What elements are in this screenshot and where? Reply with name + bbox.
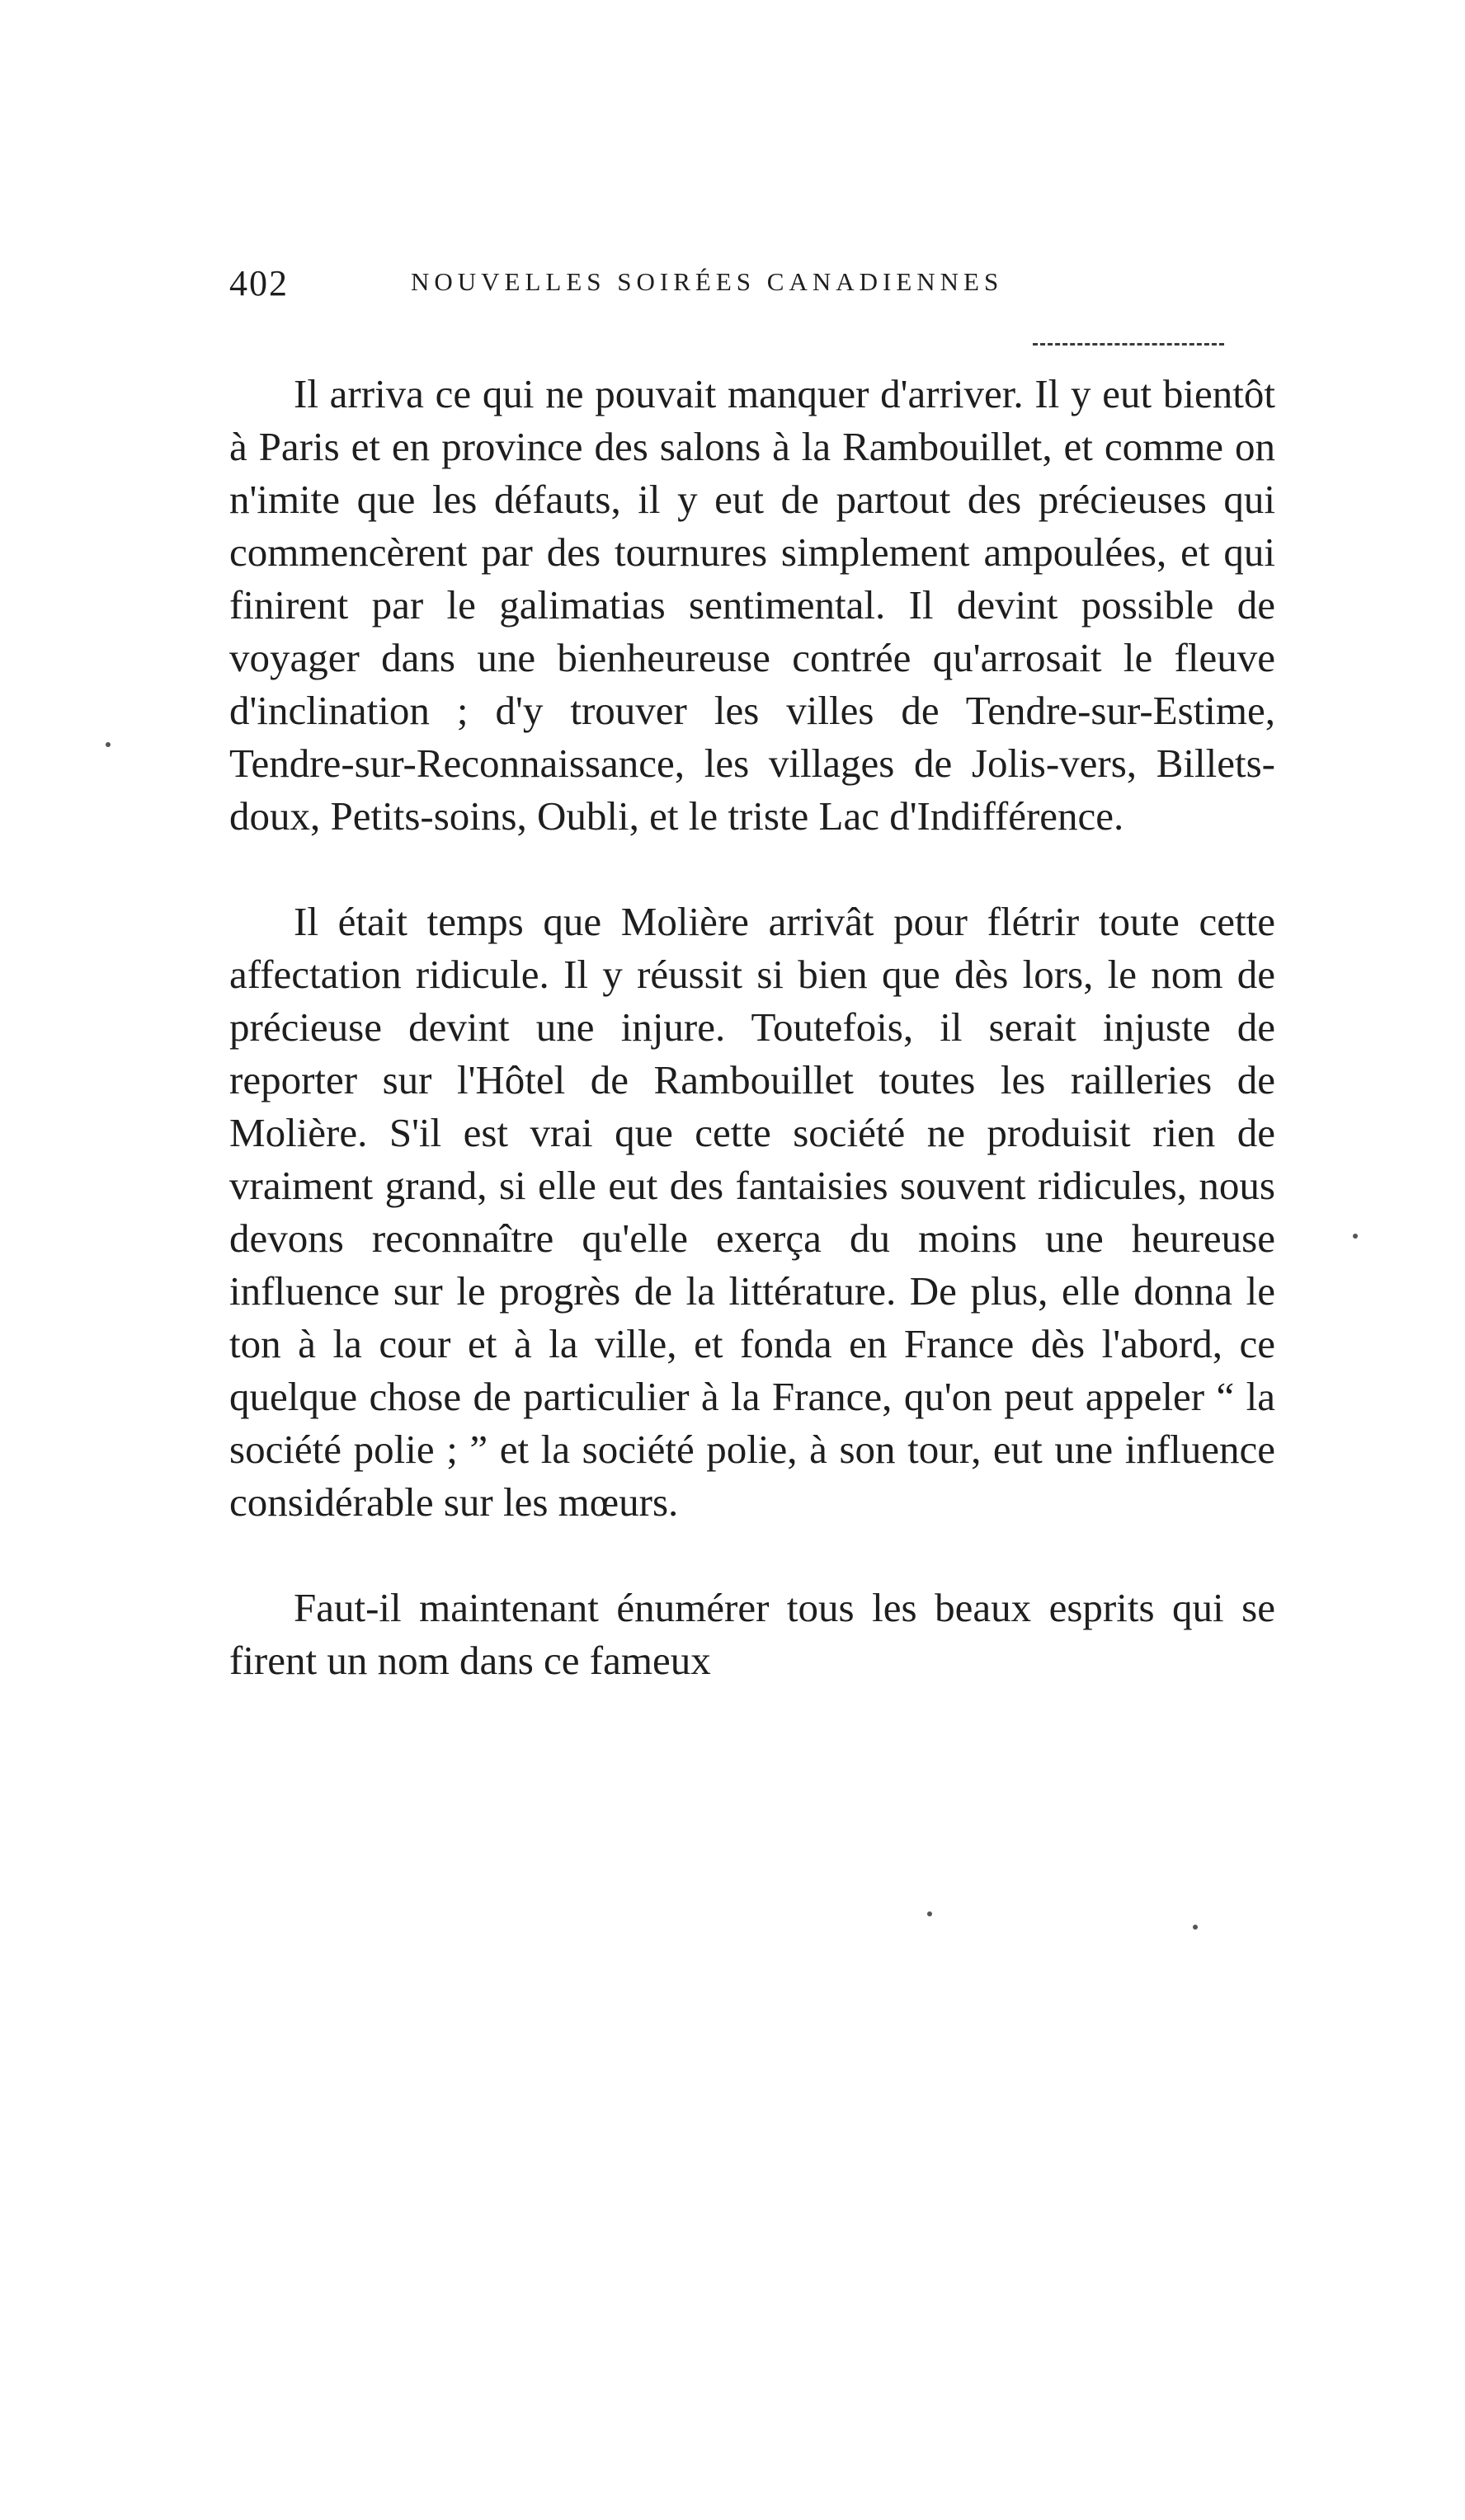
stray-mark bbox=[106, 742, 111, 747]
paragraph-3: Faut-il maintenant énumérer tous les beaux esprits qui se firent un nom dans ce fameux bbox=[229, 1585, 1275, 1683]
paragraph-2: Il était temps que Molière arrivât pour flétrir toute cette affectation ridicule. Il y réussit si bien que dès lors, le nom de précieuse devint une injure. Toutefois, il serait injuste de reporter sur l'Hôtel de Rambouillet toutes les railleries de Molière. S'il est vrai que cette société ne produisit rien de vraiment grand, si elle eut des fantaisies souvent ridicules, nous devons reconnaître qu'elle exerça du moins une heureuse influence sur le progrès de la littérature. De plus, elle donna le ton à la cour et à la ville, et fonda en France dès l'abord, ce quelque chose de particulier à la France, qu'on peut appeler “ la société polie ; ” et la société polie, à son tour, eut une influence considérable sur les mœurs. bbox=[229, 899, 1275, 1525]
stray-mark bbox=[1353, 1234, 1358, 1239]
paragraph-1: Il arriva ce qui ne pouvait manquer d'arriver. Il y eut bientôt à Paris et en province des salons à la Rambouillet, et comme on n'imite que les défauts, il y eut de partout des précieuses qui commencèrent par des tournures simplement ampoulées, et qui finirent par le galimatias sentimental. Il devint possible de voyager dans une bienheureuse contrée qu'arrosait le fleuve d'inclination ; d'y trouver les villes de Tendre-sur-Estime, Tendre-sur-Reconnaissance, les villages de Jolis-vers, Billets-doux, Petits-soins, Oubli, et le triste Lac d'Indifférence. bbox=[229, 371, 1275, 839]
stray-mark bbox=[1193, 1925, 1198, 1930]
stray-mark bbox=[927, 1911, 932, 1916]
page-header bbox=[229, 262, 1269, 312]
running-title: NOUVELLES SOIRÉES CANADIENNES bbox=[411, 267, 1004, 296]
page-number: 402 bbox=[229, 263, 289, 303]
body-text bbox=[229, 368, 1275, 1687]
header-rule bbox=[1033, 343, 1224, 346]
